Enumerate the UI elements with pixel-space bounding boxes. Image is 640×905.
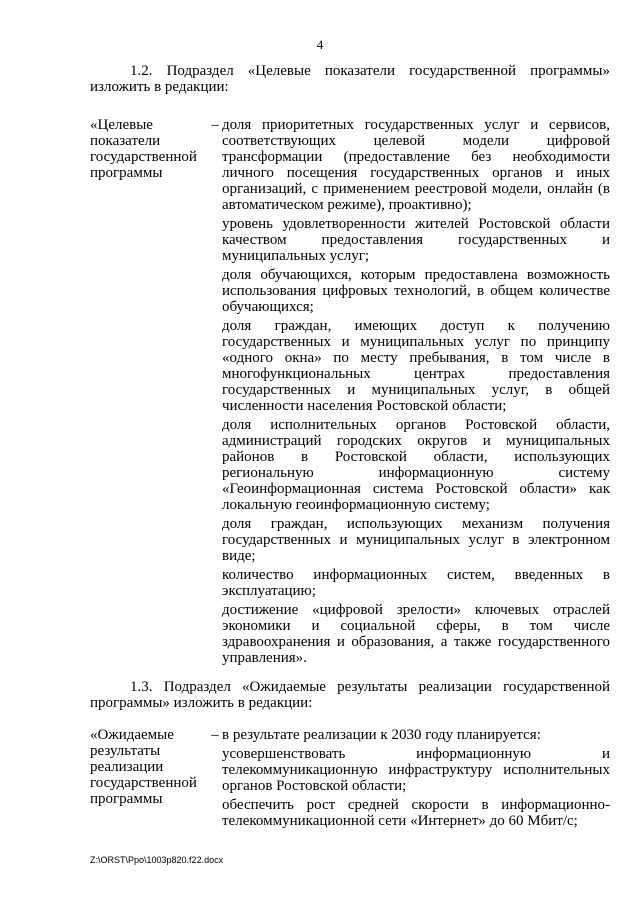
page-number: 4: [316, 37, 324, 52]
section-1-3-intro: 1.3. Подраздел «Ожидаемые результаты реализации государственной программы» изложить в редакции:: [90, 679, 610, 711]
label-line: государственной: [90, 149, 197, 165]
list-item: доля граждан, использующих механизм получения государственных и муниципальных услуг в электронном виде;: [222, 516, 610, 564]
label-line: результаты: [90, 743, 161, 759]
section-1-2-label: [90, 117, 208, 181]
section-1-3-label: [90, 727, 208, 807]
list-item: достижение «цифровой зрелости» ключевых отраслей экономики и социальной сферы, в том числе здравоохранения и образования, а также государственного управления».: [222, 602, 610, 666]
indicator-list: [222, 117, 610, 666]
label-line: показатели: [90, 133, 161, 149]
label-line: программы: [90, 165, 163, 181]
results-list: [222, 727, 610, 829]
label-dash: –: [211, 727, 219, 743]
list-item: доля исполнительных органов Ростовской области, администраций городских округов и муниципальных районов в Ростовской области, использующих региональную информационную систему «Геоинформационная система Ростовской области» как локальную геоинформационную систему;: [222, 417, 610, 513]
label-line: «Ожидаемые: [90, 727, 174, 743]
list-item: в результате реализации к 2030 году планируется:: [222, 727, 541, 743]
footer-file-path: Z:\ORST\Ppo\1003p820.f22.docx: [90, 855, 224, 865]
list-item: доля обучающихся, которым предоставлена возможность использования цифровых технологий, в общем количестве обучающихся;: [222, 267, 610, 315]
list-item: усовершенствовать информационную и телекоммуникационную инфраструктуру исполнительных органов Ростовской области;: [222, 746, 610, 794]
label-dash: –: [211, 117, 219, 133]
label-line: государственной: [90, 775, 197, 791]
list-item: обеспечить рост средней скорости в информационно-телекоммуникационной сети «Интернет» до 60 Мбит/с;: [222, 797, 610, 829]
list-item: количество информационных систем, введенных в эксплуатацию;: [222, 567, 610, 599]
list-item: доля граждан, имеющих доступ к получению государственных и муниципальных услуг по принципу «одного окна» по месту пребывания, в том числе в многофункциональных центрах предоставления государственных и муниципальных услуг, в общей численности населения Ростовской области;: [222, 318, 610, 414]
list-item: уровень удовлетворенности жителей Ростовской области качеством предоставления государственных и муниципальных услуг;: [222, 216, 610, 264]
section-1-2-intro: 1.2. Подраздел «Целевые показатели государственной программы» изложить в редакции:: [90, 63, 610, 95]
list-item: доля приоритетных государственных услуг и сервисов, соответствующих целевой модели цифровой трансформации (предоставление без необходимости личного посещения государственных органов и иных организаций, с применением реестровой модели, онлайн (в автоматическом режиме), проактивно);: [222, 117, 610, 213]
label-line: реализации: [90, 759, 164, 775]
label-line: программы: [90, 791, 163, 807]
label-line: «Целевые: [90, 117, 153, 133]
